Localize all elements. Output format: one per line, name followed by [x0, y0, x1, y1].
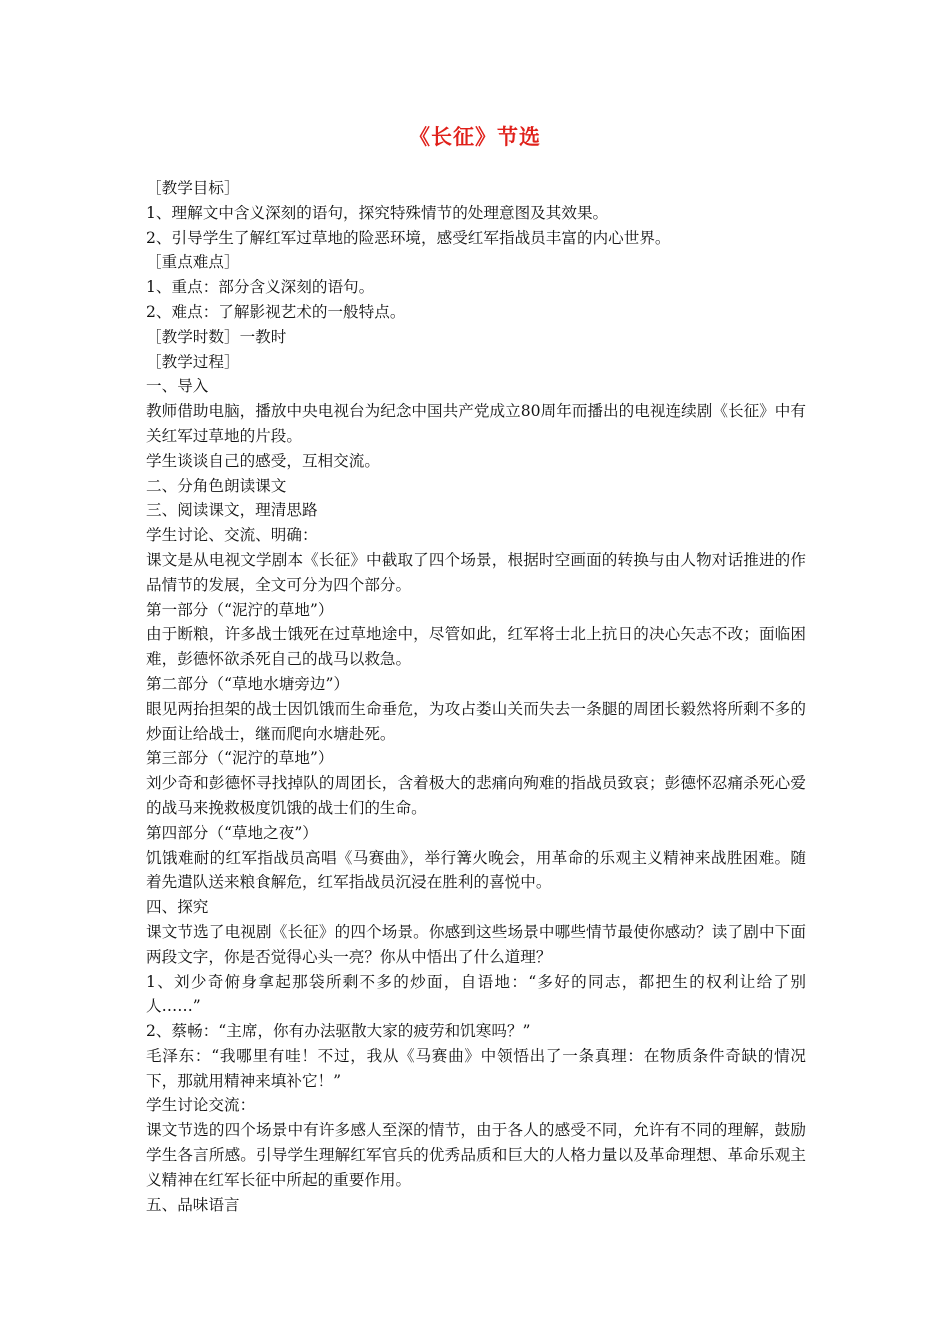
- paragraph: 2、难点：了解影视艺术的一般特点。: [146, 302, 406, 321]
- part-heading: 第三部分（“泥泞的草地”）: [146, 749, 334, 768]
- paragraph: 1、刘少奇俯身拿起那袋所剩不多的炒面，自语地：“多好的同志，都把生的权利让给了别人……”: [146, 972, 806, 1016]
- document-body: [146, 176, 806, 1217]
- paragraph: 教师借助电脑，播放中央电视台为纪念中国共产党成立80周年而播出的电视连续剧《长征》中有关红军过草地的片段。: [146, 402, 806, 445]
- part-heading: 第四部分（“草地之夜”）: [146, 823, 318, 842]
- paragraph: 2、蔡畅：“主席，你有办法驱散大家的疲劳和饥寒吗？”: [146, 1022, 531, 1041]
- section-heading-hours: ［教学时数］一教时: [146, 327, 287, 346]
- paragraph: 课文节选了电视剧《长征》的四个场景。你感到这些场景中哪些情节最使你感动？读了剧中下面两段文字，你是否觉得心头一亮？你从中悟出了什么道理？: [146, 922, 806, 966]
- paragraph: 2、引导学生了解红军过草地的险恶环境，感受红军指战员丰富的内心世界。: [146, 228, 671, 247]
- paragraph: 毛泽东：“我哪里有哇！不过，我从《马赛曲》中领悟出了一条真理：在物质条件奇缺的情况下，那就用精神来填补它！”: [146, 1046, 806, 1090]
- section-heading-objectives: ［教学目标］: [146, 179, 240, 197]
- step-heading: 四、探究: [146, 898, 209, 917]
- section-heading-process: ［教学过程］: [146, 352, 240, 371]
- paragraph: 学生讨论、交流、明确：: [146, 526, 318, 545]
- step-heading: 一、导入: [146, 377, 209, 396]
- paragraph: 饥饿难耐的红军指战员高唱《马赛曲》，举行篝火晚会，用革命的乐观主义精神来战胜困难。随着先遣队送来粮食解危，红军指战员沉浸在胜利的喜悦中。: [146, 848, 806, 892]
- paragraph: 学生讨论交流：: [146, 1096, 256, 1115]
- step-heading: 三、阅读课文，理清思路: [146, 501, 318, 520]
- step-heading: 二、分角色朗读课文: [146, 476, 287, 495]
- part-heading: 第一部分（“泥泞的草地”）: [146, 600, 334, 619]
- paragraph: 课文是从电视文学剧本《长征》中截取了四个场景，根据时空画面的转换与由人物对话推进的作品情节的发展，全文可分为四个部分。: [146, 550, 806, 594]
- document-title: 《长征》节选: [409, 125, 541, 149]
- part-heading: 第二部分（“草地水塘旁边”）: [146, 674, 350, 693]
- paragraph: 1、重点：部分含义深刻的语句。: [146, 278, 375, 297]
- step-heading: 五、品味语言: [146, 1195, 240, 1214]
- paragraph: 学生谈谈自己的感受，互相交流。: [146, 451, 380, 470]
- paragraph: 课文节选的四个场景中有许多感人至深的情节，由于各人的感受不同，允许有不同的理解，鼓励学生各言所感。引导学生理解红军官兵的优秀品质和巨大的人格力量以及革命理想、革命乐观主义精神在红军长征中所起的重要作用。: [146, 1121, 806, 1189]
- paragraph: 由于断粮，许多战士饿死在过草地途中，尽管如此，红军将士北上抗日的决心矢志不改；面临困难，彭德怀欲杀死自己的战马以救急。: [146, 625, 806, 669]
- paragraph: 眼见两抬担架的战士因饥饿而生命垂危，为攻占娄山关而失去一条腿的周团长毅然将所剩不多的炒面让给战士，继而爬向水塘赴死。: [146, 699, 806, 743]
- paragraph: 刘少奇和彭德怀寻找掉队的周团长，含着极大的悲痛向殉难的指战员致哀；彭德怀忍痛杀死心爱的战马来挽救极度饥饿的战士们的生命。: [146, 774, 806, 817]
- section-heading-key-points: ［重点难点］: [146, 253, 240, 272]
- paragraph: 1、理解文中含义深刻的语句，探究特殊情节的处理意图及其效果。: [146, 203, 609, 222]
